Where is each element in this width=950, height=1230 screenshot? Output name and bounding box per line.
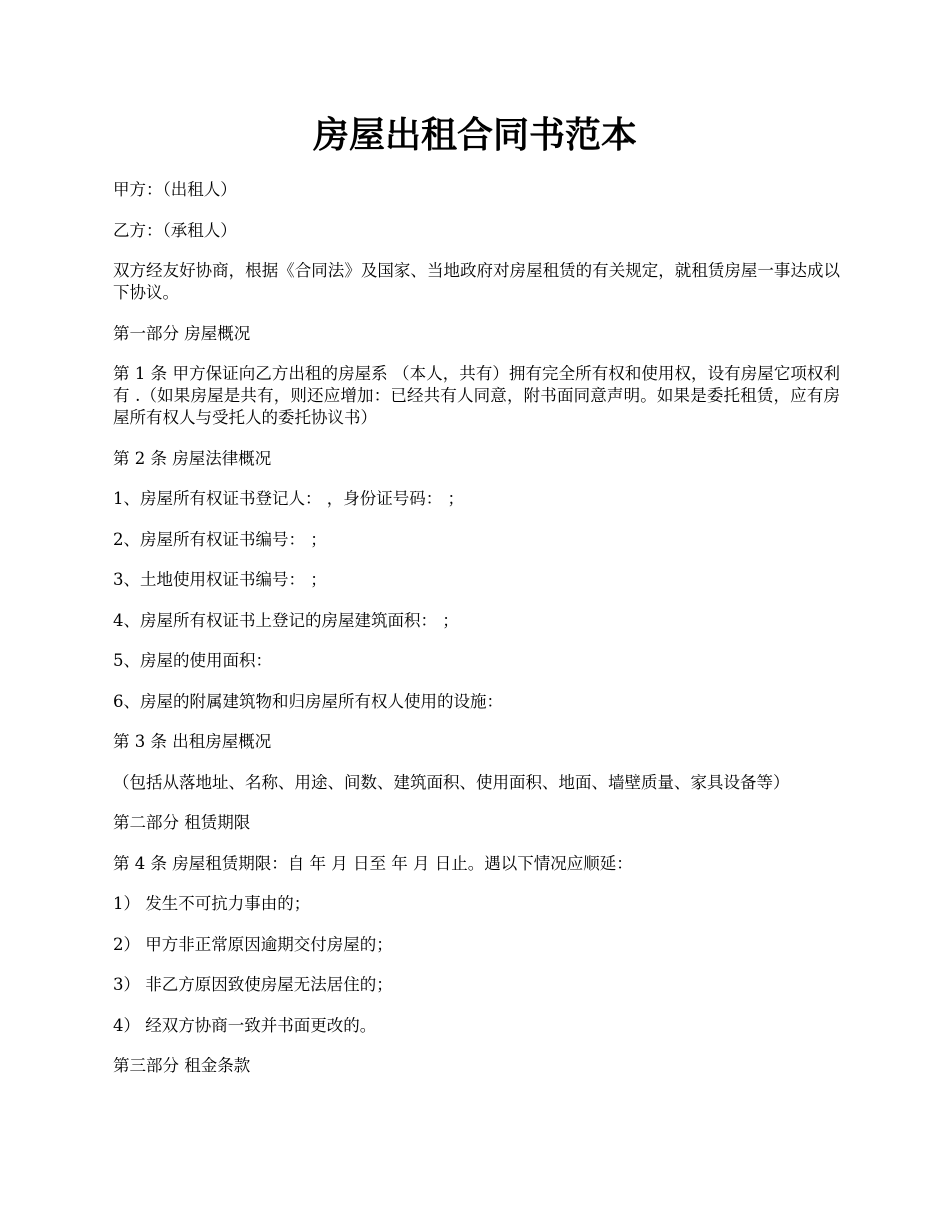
list-item: 2、房屋所有权证书编号： ； (113, 529, 327, 549)
article-3-note: （包括从落地址、名称、用途、间数、建筑面积、使用面积、地面、墙壁质量、家具设备等） (113, 772, 790, 792)
section-heading-part-1: 第一部分 房屋概况 (113, 323, 251, 343)
list-item: 3） 非乙方原因致使房屋无法居住的； (113, 975, 393, 994)
intro-paragraph: 双方经友好协商，根据《合同法》及国家、当地政府对房屋租赁的有关规定，就租赁房屋一事达成以下协议。 (113, 261, 840, 302)
list-item: 4、房屋所有权证书上登记的房屋建筑面积： ； (113, 610, 459, 630)
party-a-line: 甲方：（出租人） (113, 180, 237, 199)
list-item: 4） 经双方协商一致并书面更改的。 (113, 1015, 377, 1035)
article-2-heading: 第 2 条 房屋法律概况 (113, 448, 272, 468)
article-1: 第 1 条 甲方保证向乙方出租的房屋系 （本人，共有）拥有完全所有权和使用权，设有房屋它项权利有 .（如果房屋是共有，则还应增加：已经共有人同意，附书面同意声明。如果是委托租赁，应有房屋所有权人与受托人的委托协议书） (113, 364, 840, 427)
section-heading-part-3: 第三部分 租金条款 (113, 1056, 251, 1075)
document-body (113, 179, 840, 1096)
list-item: 1、房屋所有权证书登记人： ，身份证号码： ； (113, 489, 464, 508)
document-title: 房屋出租合同书范本 (312, 115, 637, 156)
section-heading-part-2: 第二部分 租赁期限 (113, 813, 251, 832)
article-3-heading: 第 3 条 出租房屋概况 (113, 732, 272, 751)
list-item: 5、房屋的使用面积： (113, 651, 272, 670)
list-item: 1） 发生不可抗力事由的； (113, 894, 311, 913)
list-item: 6、房屋的附属建筑物和归房屋所有权人使用的设施： (113, 691, 503, 711)
party-b-line: 乙方：（承租人） (113, 220, 237, 240)
list-item: 3、土地使用权证书编号： ； (113, 570, 327, 589)
list-item: 2） 甲方非正常原因逾期交付房屋的； (113, 934, 393, 954)
article-4: 第 4 条 房屋租赁期限：自 年 月 日至 年 月 日止。遇以下情况应顺延： (113, 853, 633, 873)
